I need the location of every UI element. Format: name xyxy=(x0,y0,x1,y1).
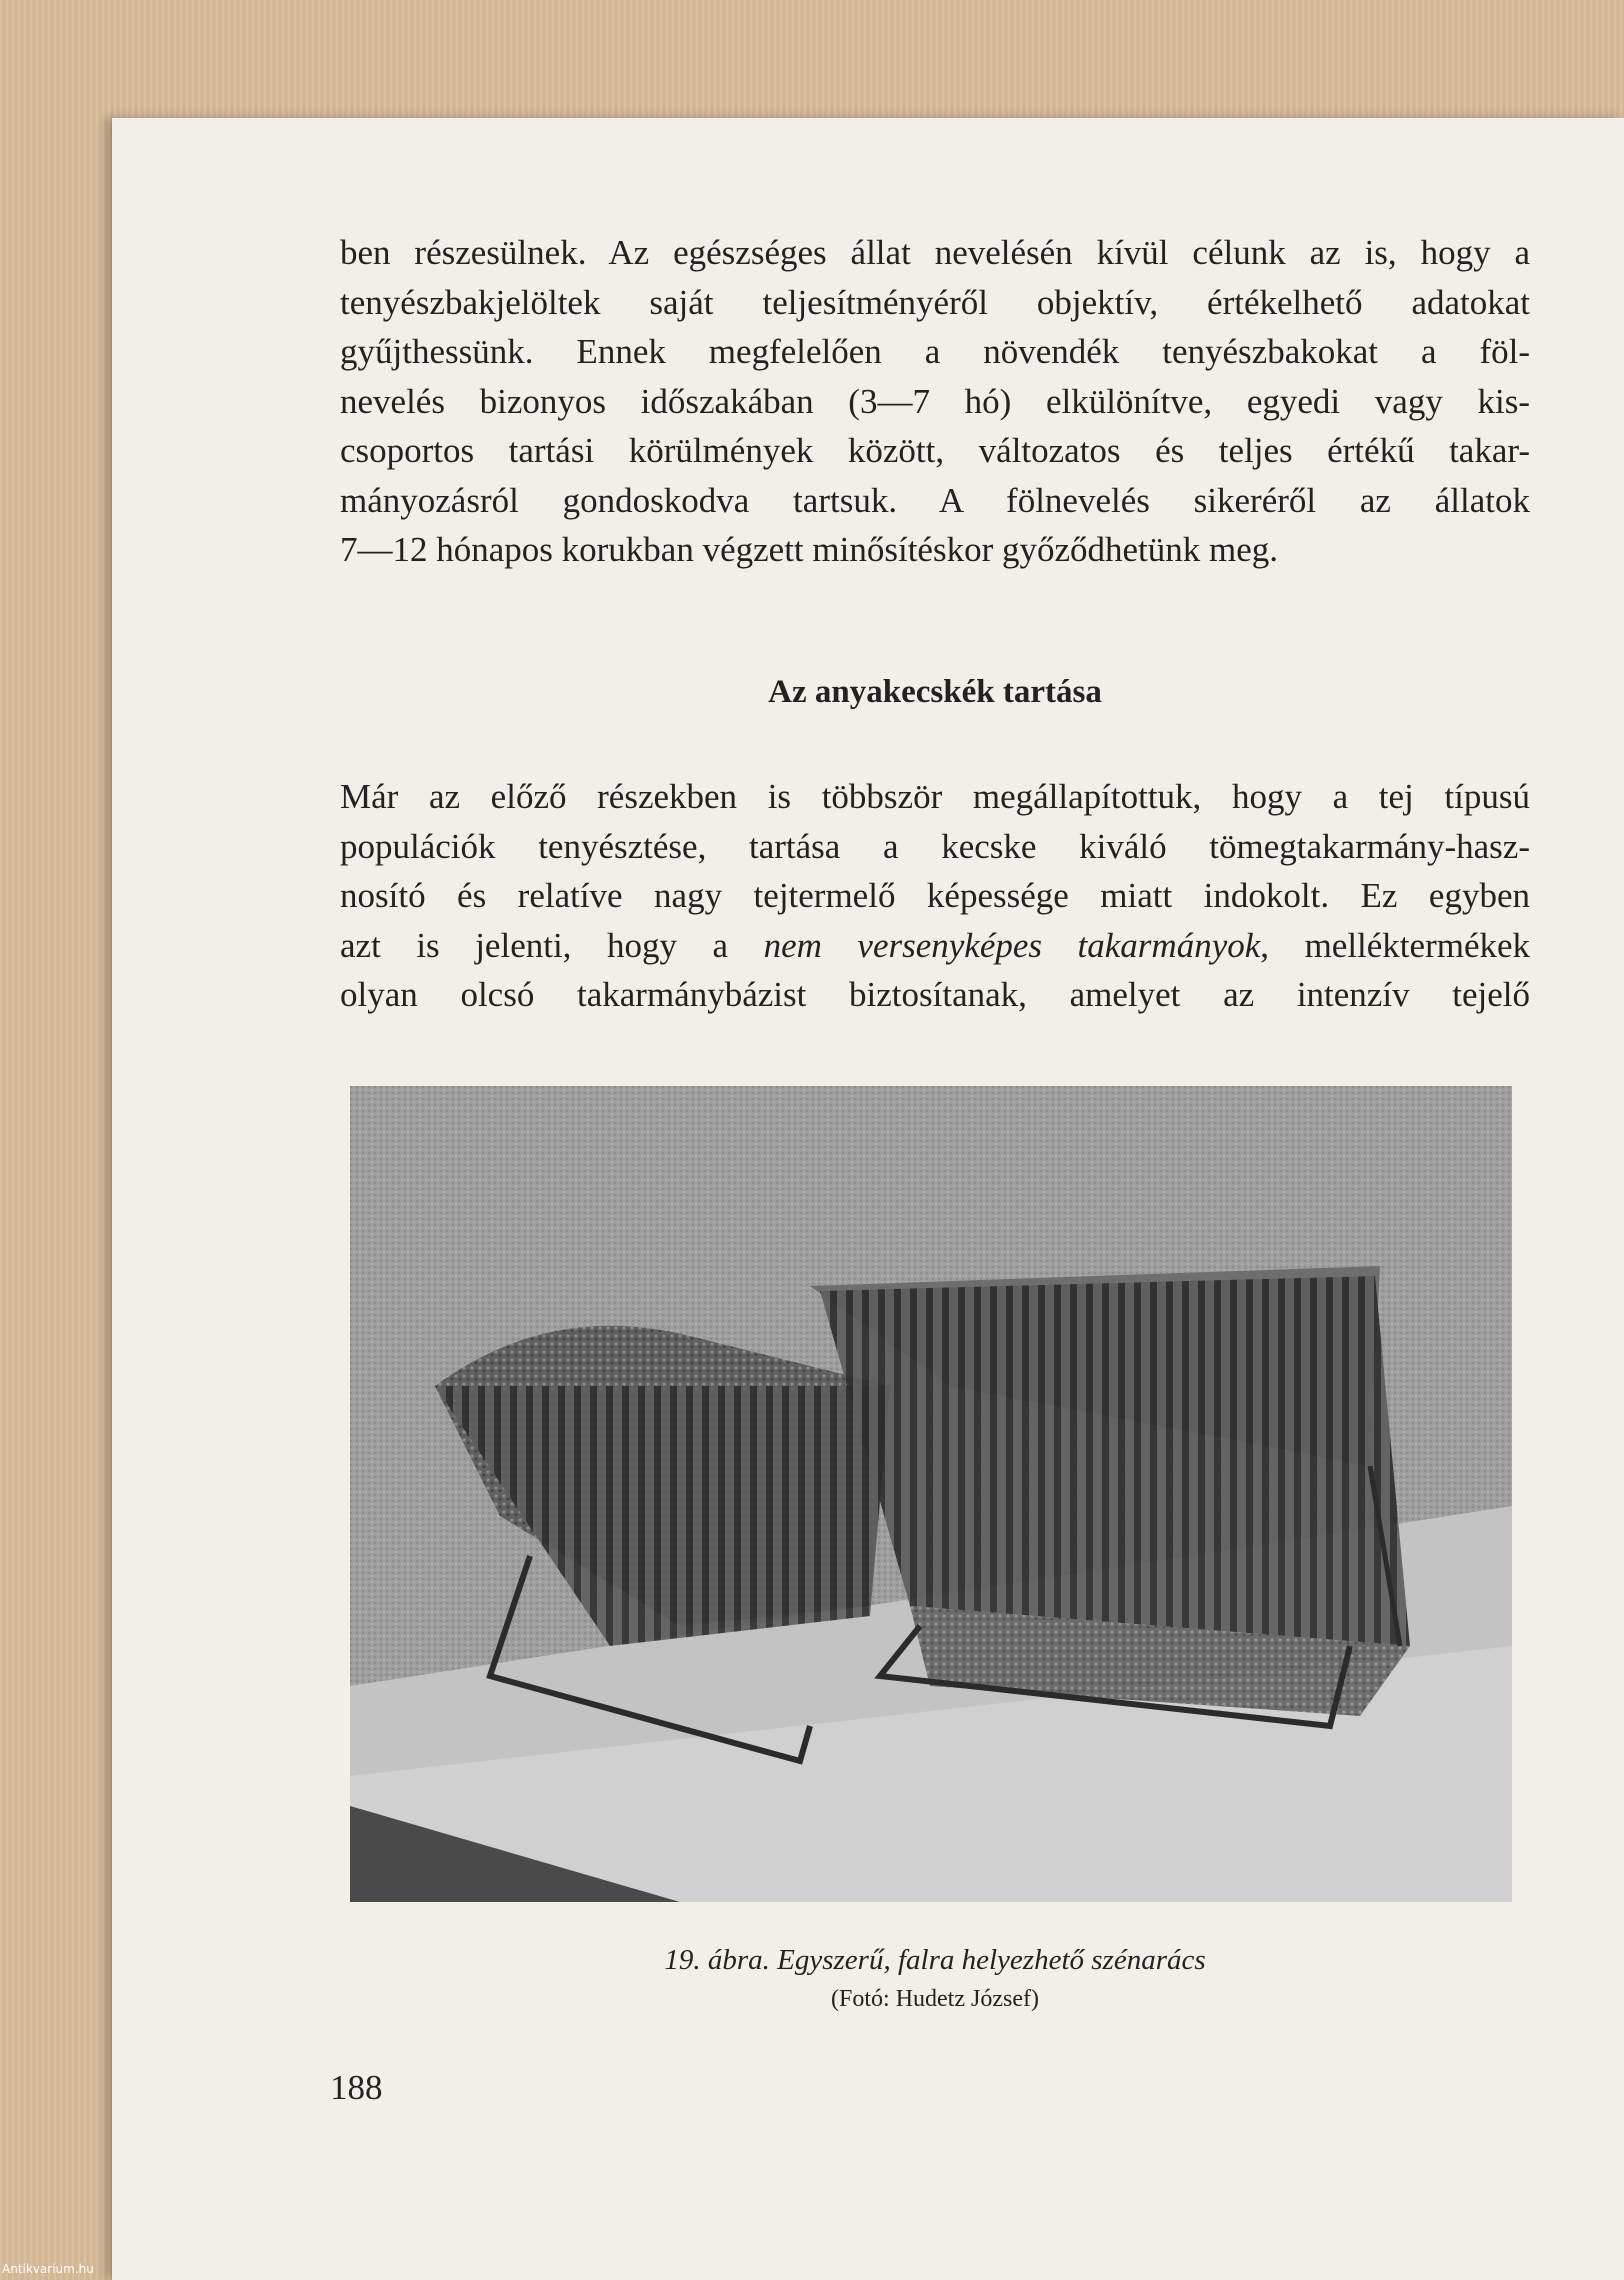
text-line: csoportos tartási körülmények között, változatos és teljes értékű takar- xyxy=(340,431,1530,470)
photo-illustration xyxy=(350,1086,1512,1902)
italic-term: nem versenyképes takarmányok xyxy=(763,925,1261,965)
text-line: Már az előző részekben is többször megállapítottuk, hogy a tej típusú xyxy=(340,777,1530,816)
text-line: ben részesülnek. Az egészséges állat nevelésén kívül célunk az is, hogy a xyxy=(340,233,1530,272)
text-run: , melléktermékek xyxy=(1260,925,1531,965)
paragraph-section xyxy=(340,772,1530,1020)
text-line: olyan olcsó takarmánybázist biztosítanak, amelyet az intenzív tejelő xyxy=(340,975,1530,1014)
hay-rack-right xyxy=(820,1276,1410,1646)
text-line: populációk tenyésztése, tartása a kecske kiváló tömegtakarmány-hasz- xyxy=(340,826,1530,866)
text-line: gyűjthessünk. Ennek megfelelően a növendék tenyészbakokat a föl- xyxy=(340,332,1530,371)
text-run: azt is jelenti, hogy a xyxy=(340,925,764,965)
text-line: tenyészbakjelöltek saját teljesítményéről objektív, értékelhető adatokat xyxy=(340,282,1530,322)
text-line: mányozásról gondoskodva tartsuk. A fölnevelés sikeréről az állatok xyxy=(340,480,1530,520)
text-line: nevelés bizonyos időszakában (3—7 hó) elkülönítve, egyedi vagy kis- xyxy=(340,381,1530,421)
text-line: nosító és relatíve nagy tejtermelő képessége miatt indokolt. Ez egyben xyxy=(340,876,1530,915)
paragraph-intro xyxy=(340,228,1530,575)
hay-rack-photo xyxy=(350,1086,1512,1902)
section-heading: Az anyakecskék tartása xyxy=(768,674,1102,710)
page-number: 188 xyxy=(330,2068,383,2107)
watermark: Antikvarium.hu xyxy=(2,2262,94,2276)
text-line: 7—12 hónapos korukban végzett minősítéskor győződhetünk meg. xyxy=(340,530,1279,569)
text-line-mixed xyxy=(340,921,1530,971)
figure-credit: (Fotó: Hudetz József) xyxy=(831,1986,1039,2012)
figure-caption: 19. ábra. Egyszerű, falra helyezhető szénarács xyxy=(664,1944,1206,1976)
